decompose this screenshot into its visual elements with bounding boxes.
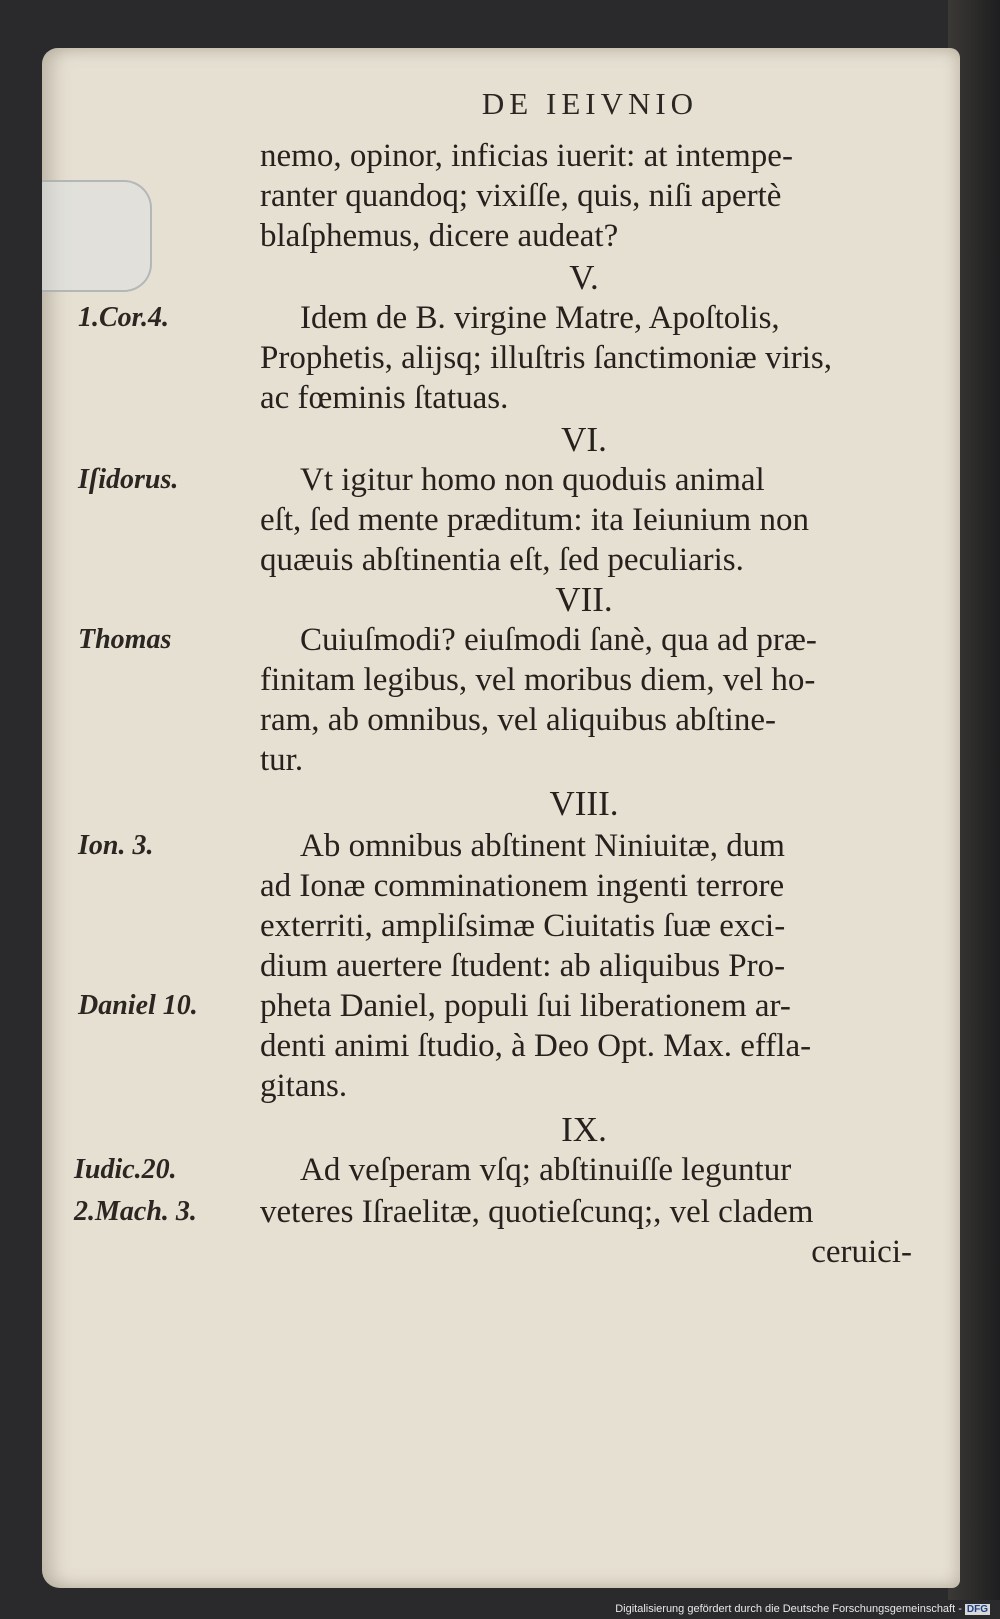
page-clip	[42, 180, 152, 292]
text-line: tur.	[260, 742, 304, 778]
marginal-reference: Ion. 3.	[78, 830, 154, 861]
marginal-reference: Thomas	[78, 624, 172, 655]
running-head: DE IEIVNIO	[481, 86, 699, 121]
text-line: nemo, opinor, inficias iuerit: at intempe-	[260, 138, 793, 174]
marginal-reference: Daniel 10.	[78, 990, 198, 1021]
text-line: gitans.	[260, 1068, 348, 1104]
text-line: finitam legibus, vel moribus diem, vel ho-	[260, 662, 816, 698]
marginal-reference: 1.Cor.4.	[78, 302, 170, 333]
text-line: Prophetis, alijsq; illuſtris ſanctimoniæ viris,	[260, 340, 832, 376]
marginal-reference: Iudic.20.	[74, 1154, 177, 1185]
text-line: ac fœminis ſtatuas.	[260, 380, 509, 416]
section-numeral: V.	[569, 258, 599, 297]
credit-text: Digitalisierung gefördert durch die Deutsche Forschungsgemeinschaft -	[615, 1603, 962, 1615]
text-line: exterriti, ampliſsimæ Ciuitatis ſuæ exci-	[260, 908, 786, 944]
text-line: blaſphemus, dicere audeat?	[260, 218, 619, 254]
text-line: ram, ab omnibus, vel aliquibus abſtine-	[260, 702, 776, 738]
marginal-reference: Iſidorus.	[78, 464, 179, 495]
text-line: ranter quandoq; vixiſſe, quis, niſi apertè	[260, 178, 782, 214]
dfg-logo: DFG	[966, 1604, 988, 1615]
text-line: denti animi ſtudio, à Deo Opt. Max. effla-	[260, 1028, 812, 1064]
catchword: ceruici-	[811, 1234, 912, 1270]
text-line: eſt, ſed mente præditum: ita Ieiunium non	[260, 502, 809, 538]
section-numeral: VI.	[561, 420, 607, 459]
digitization-credit	[615, 1603, 990, 1615]
text-line: Cuiuſmodi? eiuſmodi ſanè, qua ad præ-	[300, 622, 817, 658]
section-numeral: IX.	[561, 1110, 607, 1149]
text-line: ad Ionæ comminationem ingenti terrore	[260, 868, 785, 904]
text-line: Idem de B. virgine Matre, Apoſtolis,	[300, 300, 780, 336]
text-line: pheta Daniel, populi ſui liberationem ar-	[260, 988, 791, 1024]
text-line: Ad veſperam vſq; abſtinuiſſe leguntur	[300, 1152, 792, 1188]
marginal-reference: 2.Mach. 3.	[74, 1196, 197, 1227]
section-numeral: VII.	[555, 580, 613, 619]
text-line: Vt igitur homo non quoduis animal	[300, 462, 765, 498]
text-line: veteres Iſraelitæ, quotieſcunq;, vel cladem	[260, 1194, 814, 1230]
section-numeral: VIII.	[549, 784, 619, 823]
text-line: quæuis abſtinentia eſt, ſed peculiaris.	[260, 542, 744, 578]
text-line: Ab omnibus abſtinent Niniuitæ, dum	[300, 828, 785, 864]
text-line: dium auertere ſtudent: ab aliquibus Pro-	[260, 948, 786, 984]
